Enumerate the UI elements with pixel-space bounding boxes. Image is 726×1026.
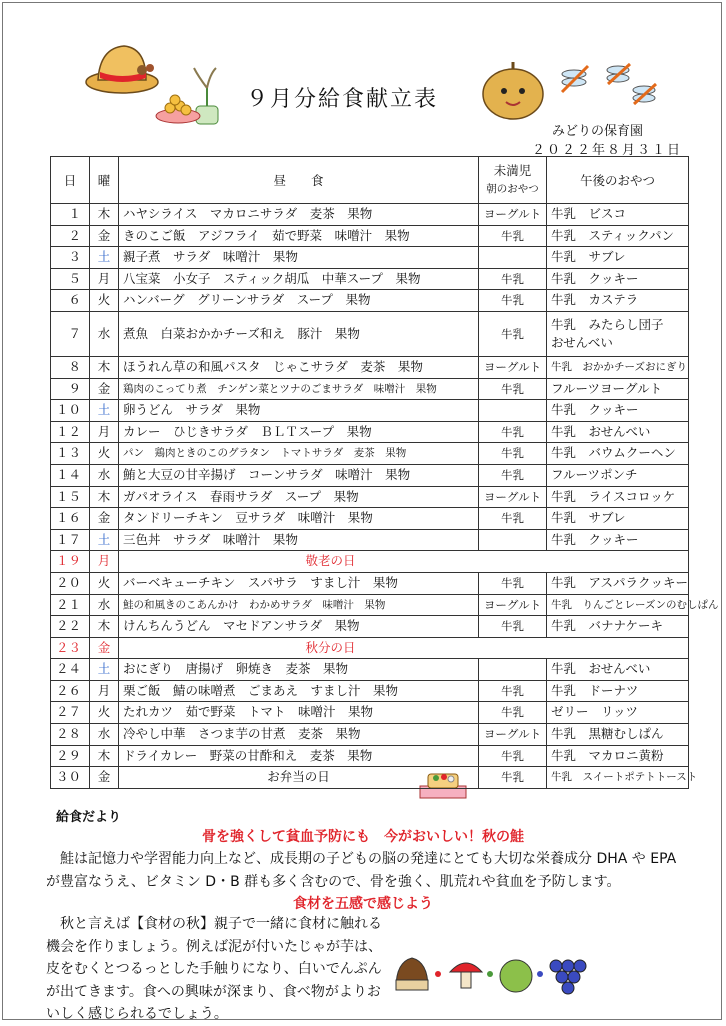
lunch-cell: けんちんうどん マセドアンサラダ 果物 [119,616,479,638]
weekday-cell: 金 [90,637,119,659]
day-cell: １３ [51,443,90,465]
table-row [51,767,689,789]
afternoon-snack-cell: 牛乳 ドーナツ [547,680,689,702]
school-name: みどりの保育園 [552,124,644,139]
table-row [51,659,689,681]
table-row [51,268,689,290]
straw-hat-icon [84,40,162,96]
morning-snack-cell: ヨーグルト [479,486,547,508]
afternoon-snack-cell: 牛乳 クッキー [547,268,689,290]
autumn-foods-icon [390,950,590,998]
weekday-cell: 火 [90,290,119,312]
weekday-cell: 木 [90,745,119,767]
news-heading: 給食だより [56,810,122,825]
lunch-cell: 栗ご飯 鯖の味噌煮 ごまあえ すまし汁 果物 [119,680,479,702]
weekday-cell: 木 [90,356,119,378]
morning-snack-cell: ヨーグルト [479,724,547,746]
afternoon-snack-cell: 牛乳 バナナケーキ [547,616,689,638]
dragonfly-icon [556,58,664,108]
morning-snack-cell: 牛乳 [479,702,547,724]
morning-snack-cell: 牛乳 [479,443,547,465]
weekday-cell: 火 [90,443,119,465]
day-cell: ２７ [51,702,90,724]
weekday-cell: 月 [90,551,119,573]
afternoon-snack-cell: 牛乳 サブレ [547,508,689,530]
morning-snack-cell [479,400,547,422]
snack-line-2: おせんべい [551,334,613,350]
table-row [51,724,689,746]
day-cell: ６ [51,290,90,312]
lunch-cell: きのこご飯 アジフライ 茹で野菜 味噌汁 果物 [119,225,479,247]
lunch-cell: ハンバーグ グリーンサラダ スープ 果物 [119,290,479,312]
afternoon-snack-cell: 牛乳 クッキー [547,529,689,551]
day-cell: ２１ [51,594,90,616]
weekday-cell: 金 [90,767,119,789]
morning-snack-cell: 牛乳 [479,572,547,594]
lunch-cell: 八宝菜 小女子 スティック胡瓜 中華スープ 果物 [119,268,479,290]
afternoon-snack-cell: 牛乳 おかかチーズおにぎり [547,356,689,378]
afternoon-snack-cell: ゼリー リッツ [547,702,689,724]
day-cell: １４ [51,464,90,486]
weekday-cell: 土 [90,529,119,551]
table-row [51,400,689,422]
table-row [51,745,689,767]
lunch-cell: ほうれん草の和風パスタ じゃこサラダ 麦茶 果物 [119,356,479,378]
afternoon-snack-cell [547,311,689,356]
news-headline-senses: 食材を五感で感じよう [293,896,433,912]
weekday-cell: 金 [90,378,119,400]
table-row [51,290,689,312]
morning-snack-cell: 牛乳 [479,268,547,290]
lunch-cell: おにぎり 唐揚げ 卵焼き 麦茶 果物 [119,659,479,681]
table-row [51,594,689,616]
afternoon-snack-cell: 牛乳 おせんべい [547,659,689,681]
table-row [51,680,689,702]
weekday-cell: 水 [90,724,119,746]
afternoon-snack-cell: 牛乳 カステラ [547,290,689,312]
weekday-cell: 金 [90,225,119,247]
table-row [51,616,689,638]
weekday-cell: 火 [90,572,119,594]
morning-snack-cell: 牛乳 [479,290,547,312]
weekday-cell: 土 [90,247,119,269]
weekday-cell: 木 [90,616,119,638]
afternoon-snack-cell: 牛乳 スティックパン [547,225,689,247]
afternoon-snack-cell: 牛乳 ライスコロッケ [547,486,689,508]
afternoon-snack-cell: 牛乳 サブレ [547,247,689,269]
lunch-cell: パン 鶏肉ときのこのグラタン トマトサラダ 麦茶 果物 [119,443,479,465]
morning-snack-cell: 牛乳 [479,680,547,702]
day-cell: １２ [51,421,90,443]
morning-snack-cell: 牛乳 [479,378,547,400]
page-title: ９月分給食献立表 [246,87,439,112]
day-cell: ７ [51,311,90,356]
table-row [51,421,689,443]
day-cell: １０ [51,400,90,422]
morning-snack-cell: ヨーグルト [479,356,547,378]
day-cell: ２６ [51,680,90,702]
morning-snack-cell: 牛乳 [479,767,547,789]
table-row [51,637,689,659]
morning-snack-cell: 牛乳 [479,464,547,486]
afternoon-snack-cell: 牛乳 黒糖むしぱん [547,724,689,746]
table-row [51,378,689,400]
morning-snack-cell: ヨーグルト [479,594,547,616]
lunch-cell: お弁当の日 [119,767,479,789]
news-paragraph-senses: 秋と言えば【食材の秋】親子で一緒に食材に触れる機会を作りましょう。例えば泥が付いたじゃが芋は、皮をむくとつるっとした手触りになり、白いでんぷんが出てきます。食への興味が深まり、食べ物がよりおいしく感じられるでしょう。 [46,916,382,1022]
header-infant-line2: 朝のおやつ [486,183,539,195]
afternoon-snack-cell: フルーツポンチ [547,464,689,486]
lunch-cell: 鶏肉のこってり煮 チンゲン菜とツナのごまサラダ 味噌汁 果物 [119,378,479,400]
lunch-cell: 親子煮 サラダ 味噌汁 果物 [119,247,479,269]
day-cell: １６ [51,508,90,530]
day-cell: ５ [51,268,90,290]
lunch-cell: 煮魚 白菜おかかチーズ和え 豚汁 果物 [119,311,479,356]
news-paragraph-salmon: 鮭は記憶力や学習能力向上など、成長期の子どもの脳の発達にとても大切な栄養成分 DHA や EPA が豊富なうえ、ビタミン D・B 群も多く含むので、骨を強く、肌荒れや貧血を予防します。 [46,851,677,890]
morning-snack-cell [479,529,547,551]
lunch-cell: 鮭の和風きのこあんかけ わかめサラダ 味噌汁 果物 [119,594,479,616]
menu-table [50,156,719,789]
day-cell: ９ [51,378,90,400]
morning-snack-cell: ヨーグルト [479,204,547,226]
day-cell: ３ [51,247,90,269]
day-cell: ２ [51,225,90,247]
day-cell: ２４ [51,659,90,681]
lunch-cell: カレー ひじきサラダ ＢＬＴスープ 果物 [119,421,479,443]
header-day: 日 [51,157,90,204]
table-row [51,356,689,378]
table-row [51,486,689,508]
day-cell: １５ [51,486,90,508]
afternoon-snack-cell: 牛乳 マカロニ黄粉 [547,745,689,767]
table-row [51,551,689,573]
day-cell: １９ [51,551,90,573]
news-headline-salmon: 骨を強くして貧血予防にも 今がおいしい！秋の鮭 [202,829,524,845]
afternoon-snack-cell: 牛乳 アスパラクッキー [547,572,689,594]
holiday-cell: 秋分の日 [119,637,689,659]
weekday-cell: 木 [90,204,119,226]
morning-snack-cell: 牛乳 [479,616,547,638]
header-lunch: 昼 食 [119,157,479,204]
morning-snack-cell: 牛乳 [479,745,547,767]
lunch-cell: 鮪と大豆の甘辛揚げ コーンサラダ 味噌汁 果物 [119,464,479,486]
lunch-cell: ハヤシライス マカロニサラダ 麦茶 果物 [119,204,479,226]
weekday-cell: 月 [90,268,119,290]
table-row [51,247,689,269]
weekday-cell: 土 [90,659,119,681]
header-weekday: 曜 [90,157,119,204]
pear-face-icon [480,58,546,120]
weekday-cell: 土 [90,400,119,422]
table-row [51,529,689,551]
afternoon-snack-cell: 牛乳 バウムクーヘン [547,443,689,465]
day-cell: １ [51,204,90,226]
issue-date: ２０２２年８月３１日 [532,143,683,158]
header-infant-morning [479,157,547,204]
lunch-cell: たれカツ 茹で野菜 トマト 味噌汁 果物 [119,702,479,724]
morning-snack-cell: 牛乳 [479,225,547,247]
lunch-cell: 冷やし中華 さつま芋の甘煮 麦茶 果物 [119,724,479,746]
table-header-row [51,157,689,204]
lunch-cell: 卵うどん サラダ 果物 [119,400,479,422]
weekday-cell: 木 [90,486,119,508]
table-row [51,464,689,486]
day-cell: ２０ [51,572,90,594]
day-cell: ２３ [51,637,90,659]
day-cell: ３０ [51,767,90,789]
day-cell: １７ [51,529,90,551]
afternoon-snack-cell: 牛乳 スイートポテトトースト [547,767,689,789]
lunch-cell: バーベキューチキン スパサラ すまし汁 果物 [119,572,479,594]
lunch-cell: ガパオライス 春雨サラダ スープ 果物 [119,486,479,508]
table-row [51,572,689,594]
weekday-cell: 月 [90,421,119,443]
weekday-cell: 金 [90,508,119,530]
afternoon-snack-cell: 牛乳 りんごとレーズンのむしぱん [547,594,689,616]
weekday-cell: 水 [90,594,119,616]
holiday-cell: 敬老の日 [119,551,689,573]
afternoon-snack-cell: 牛乳 クッキー [547,400,689,422]
table-row [51,311,689,356]
morning-snack-cell: 牛乳 [479,421,547,443]
weekday-cell: 火 [90,702,119,724]
dango-plate-icon [154,92,202,124]
morning-snack-cell [479,247,547,269]
afternoon-snack-cell: フルーツヨーグルト [547,378,689,400]
day-cell: ２９ [51,745,90,767]
lunch-cell: 三色丼 サラダ 味噌汁 果物 [119,529,479,551]
header-snack: 午後のおやつ [547,157,689,204]
day-cell: ８ [51,356,90,378]
afternoon-snack-cell: 牛乳 ビスコ [547,204,689,226]
day-cell: ２８ [51,724,90,746]
table-row [51,225,689,247]
morning-snack-cell: 牛乳 [479,311,547,356]
table-row [51,702,689,724]
table-row [51,443,689,465]
day-cell: ２２ [51,616,90,638]
afternoon-snack-cell: 牛乳 おせんべい [547,421,689,443]
lunch-cell: タンドリーチキン 豆サラダ 味噌汁 果物 [119,508,479,530]
table-row [51,204,689,226]
weekday-cell: 水 [90,311,119,356]
snack-line-1: 牛乳 みたらし団子 [551,316,664,332]
morning-snack-cell [479,659,547,681]
weekday-cell: 月 [90,680,119,702]
table-row [51,508,689,530]
morning-snack-cell: 牛乳 [479,508,547,530]
lunch-cell: ドライカレー 野菜の甘酢和え 麦茶 果物 [119,745,479,767]
weekday-cell: 水 [90,464,119,486]
header-infant-line1: 未満児 [493,163,532,178]
